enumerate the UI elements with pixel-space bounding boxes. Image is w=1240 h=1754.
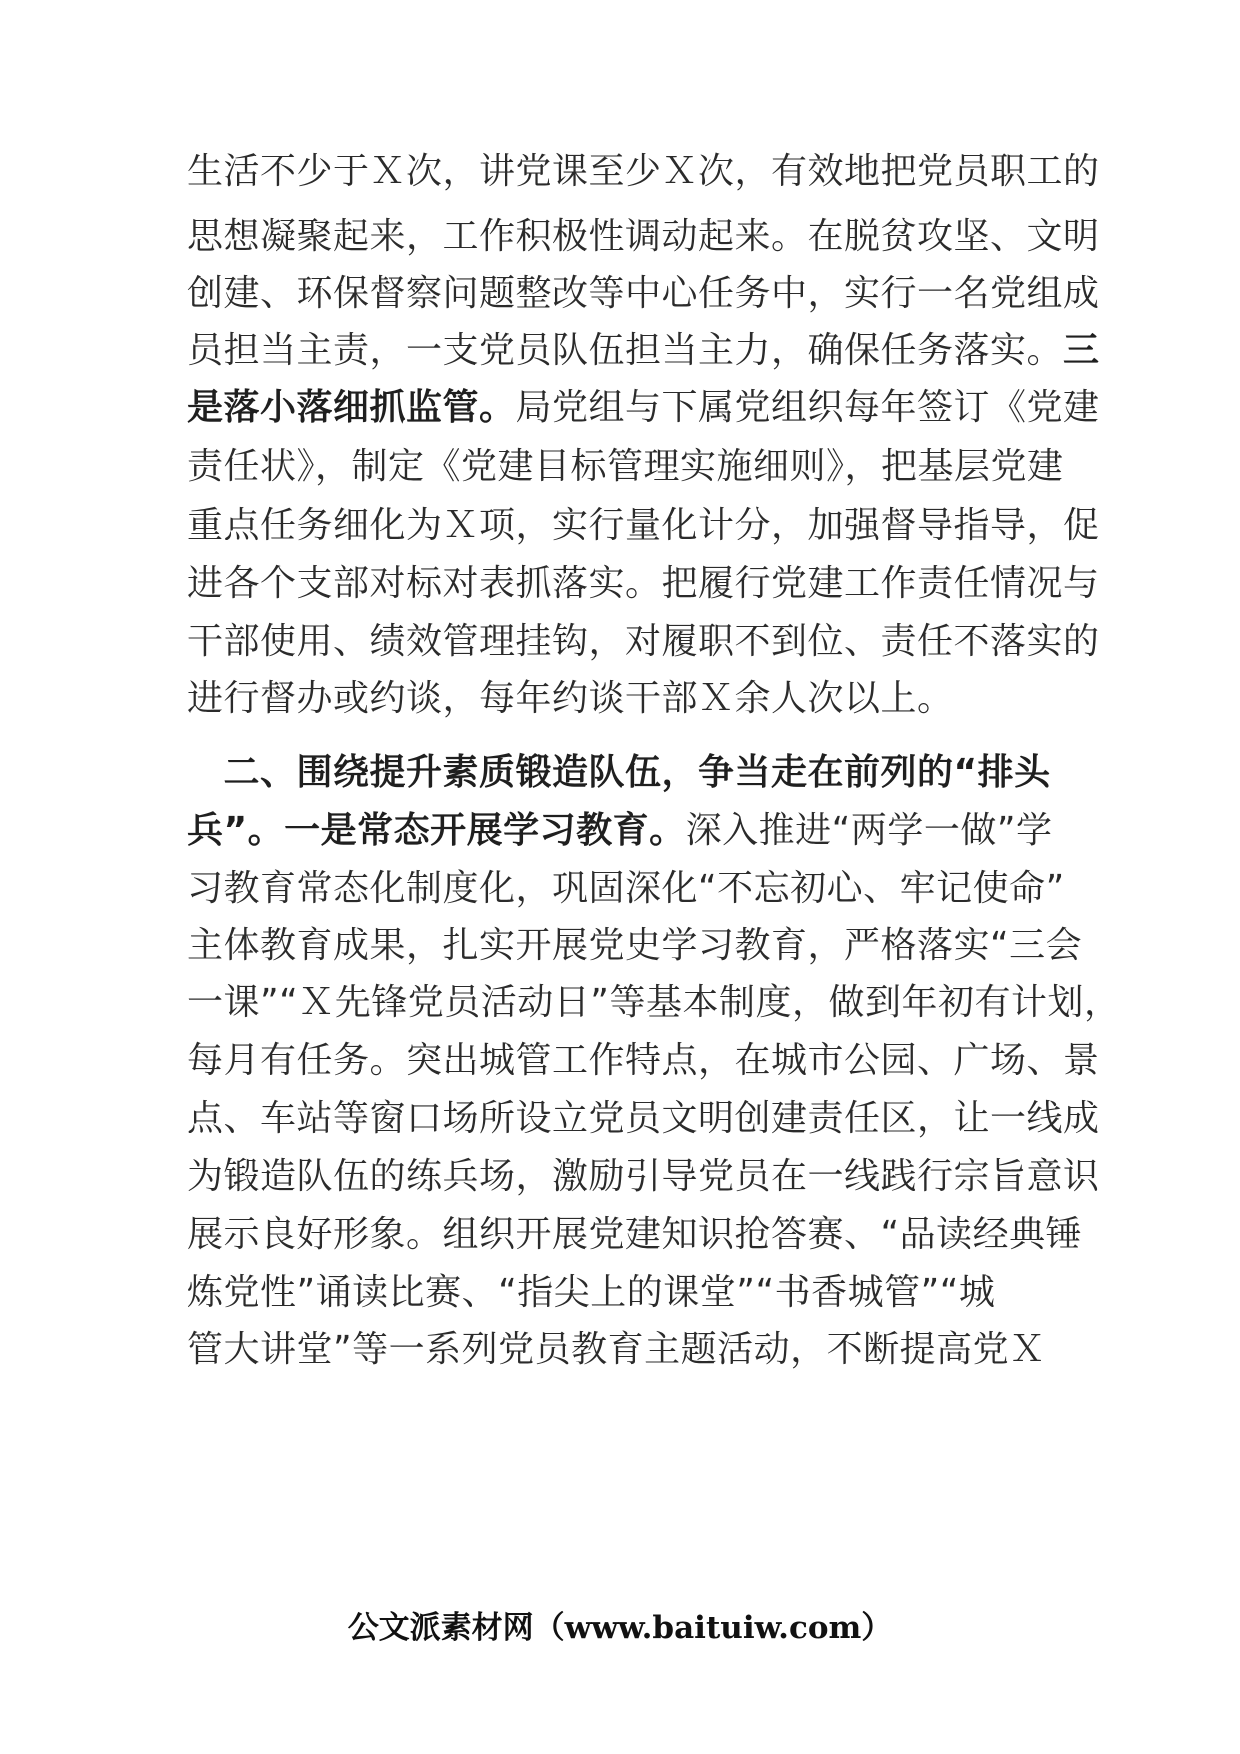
body-line bbox=[187, 319, 1100, 383]
body-line bbox=[187, 1318, 1087, 1382]
line-text: 点、车站等窗口场所设立党员文明创建责任区，让一线成 bbox=[187, 1098, 1100, 1139]
line-text: 深入推进“两学一做”学 bbox=[685, 810, 1053, 851]
body-line bbox=[187, 1261, 1087, 1325]
line-text: 进行督办或约谈，每年约谈干部Ｘ余人次以上。 bbox=[187, 678, 954, 719]
line-text: 局党组与下属党组织每年签订《党建 bbox=[515, 387, 1100, 428]
body-line bbox=[187, 376, 1100, 440]
line-text: 干部使用、绩效管理挂钩，对履职不到位、责任不落实的 bbox=[187, 621, 1100, 662]
line-emphasis: 兵”。一是常态开展学习教育。 bbox=[187, 810, 686, 851]
line-text: 责任状》，制定《党建目标管理实施细则》，把基层党建 bbox=[187, 446, 1064, 487]
line-text: 一课”“Ｘ先锋党员活动日”等基本制度，做到年初有计划， bbox=[187, 982, 1121, 1023]
body-line bbox=[187, 799, 1087, 863]
line-emphasis: 是落小落细抓监管。 bbox=[187, 387, 516, 428]
body-line bbox=[187, 1203, 1087, 1267]
line-text: 员担当主责，一支党员队伍担当主力，确保任务落实。 bbox=[187, 330, 1064, 371]
section-heading-line bbox=[187, 741, 1087, 805]
body-line bbox=[187, 857, 1087, 921]
body-line bbox=[187, 610, 1100, 674]
line-text: 为锻造队伍的练兵场，激励引导党员在一线践行宗旨意识 bbox=[187, 1156, 1100, 1197]
line-text: 主体教育成果，扎实开展党史学习教育，严格落实“三会 bbox=[187, 925, 1083, 966]
line-text: 进各个支部对标对表抓落实。把履行党建工作责任情况与 bbox=[187, 563, 1100, 604]
line-text: 习教育常态化制度化，巩固深化“不忘初心、牢记使命” bbox=[187, 868, 1065, 909]
body-line bbox=[187, 205, 1100, 269]
body-line bbox=[187, 552, 1100, 616]
section-heading: 二、围绕提升素质锻造队伍，争当走在前列的“排头 bbox=[187, 752, 1051, 793]
line-text: 创建、环保督察问题整改等中心任务中，实行一名党组成 bbox=[187, 273, 1100, 314]
line-text: 思想凝聚起来，工作积极性调动起来。在脱贫攻坚、文明 bbox=[187, 216, 1100, 257]
body-line bbox=[187, 1029, 1100, 1093]
line-text: 展示良好形象。组织开展党建知识抢答赛、“品读经典锤 bbox=[187, 1214, 1083, 1255]
body-line bbox=[187, 494, 1100, 558]
line-text: 炼党性”诵读比赛、“指尖上的课堂”“书香城管”“城 bbox=[187, 1272, 996, 1313]
line-text: 生活不少于Ｘ次，讲党课至少Ｘ次，有效地把党员职工的 bbox=[187, 151, 1100, 192]
line-text: 管大讲堂”等一系列党员教育主题活动，不断提高党Ｘ bbox=[187, 1329, 1046, 1370]
body-line bbox=[187, 971, 1121, 1035]
footer-watermark: 公文派素材网（www.baituiw.com） bbox=[347, 1610, 893, 1646]
line-emphasis: 三 bbox=[1063, 330, 1100, 371]
body-line bbox=[187, 1087, 1100, 1151]
line-text: 每月有任务。突出城管工作特点，在城市公园、广场、景 bbox=[187, 1040, 1100, 1081]
line-text: 重点任务细化为Ｘ项，实行量化计分，加强督导指导，促 bbox=[187, 505, 1100, 546]
body-line bbox=[187, 262, 1100, 326]
body-line bbox=[187, 140, 1100, 204]
body-line bbox=[187, 914, 1087, 978]
body-line bbox=[187, 435, 1087, 499]
body-line bbox=[187, 1145, 1100, 1209]
body-line bbox=[187, 667, 1087, 731]
